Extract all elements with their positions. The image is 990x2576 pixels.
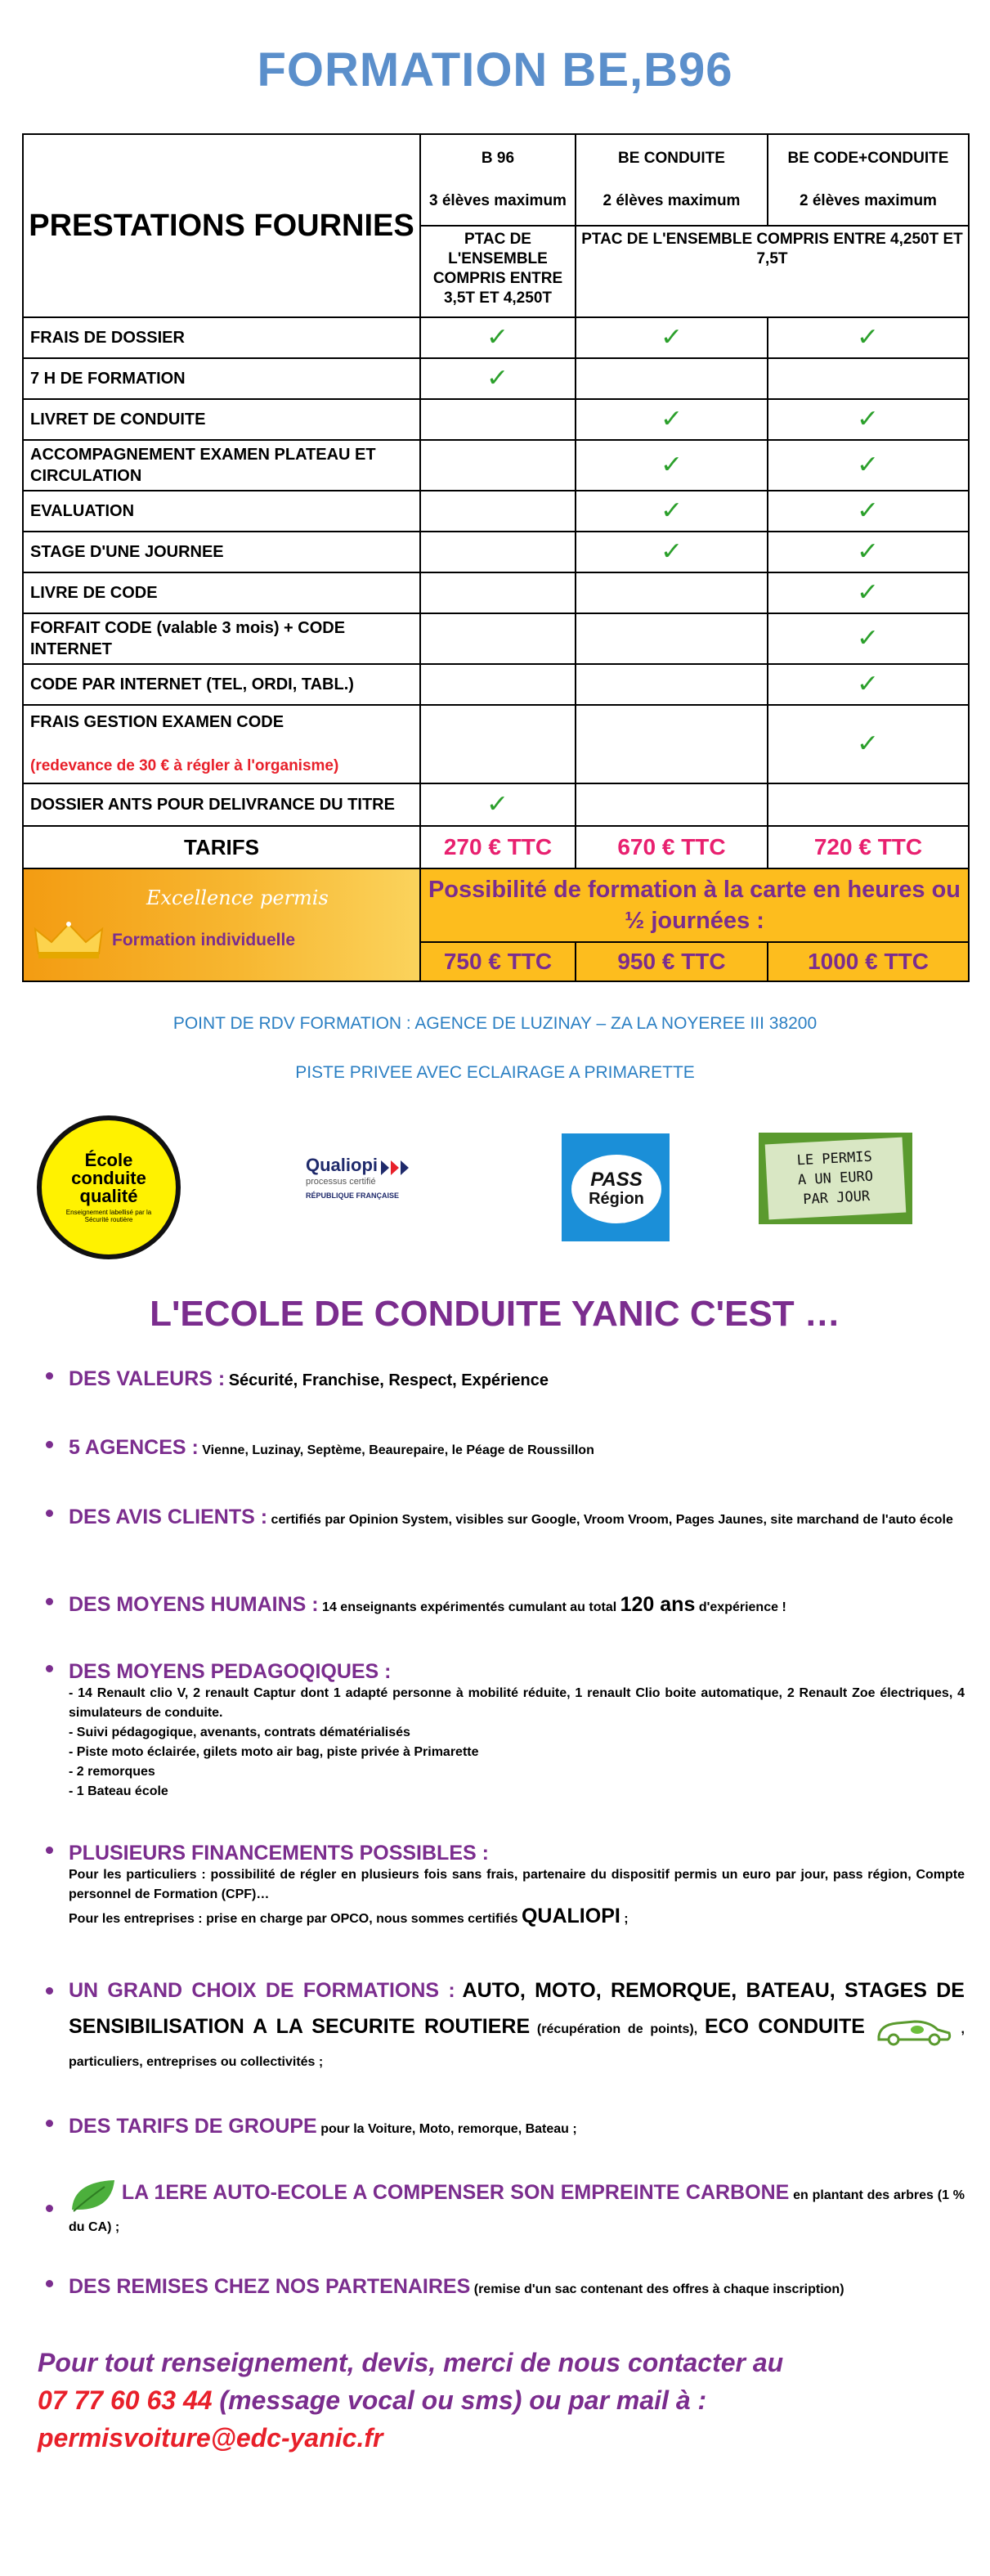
carte-price-cell: 950 € TTC: [576, 942, 768, 981]
check-cell: [420, 613, 576, 664]
check-icon: ✓: [857, 497, 880, 524]
item-big-text: ECO CONDUITE: [704, 2015, 865, 2038]
item-text: ;: [624, 1912, 629, 1926]
phone-number[interactable]: 07 77 60 63 44: [38, 2385, 213, 2415]
row-label-text: CODE PAR INTERNET (TEL, ORDI, TABL.): [30, 675, 354, 693]
check-cell: [420, 440, 576, 491]
row-label: [23, 705, 420, 783]
check-cell: [768, 317, 969, 358]
check-icon: ✓: [857, 730, 880, 757]
check-icon: ✓: [486, 324, 509, 351]
check-icon: ✓: [857, 671, 880, 698]
item-big-text: 120 ans: [620, 1593, 696, 1616]
item-head: DES TARIFS DE GROUPE: [69, 2115, 317, 2138]
logo-text: École: [84, 1150, 133, 1170]
check-cell: [768, 572, 969, 613]
row-label: [23, 783, 420, 826]
col-name: BE CONDUITE: [618, 150, 725, 167]
item-line: - Piste moto éclairée, gilets moto air bag, piste privée à Primarette: [69, 1745, 479, 1759]
list-item-financements: [69, 1842, 965, 1929]
check-icon: ✓: [857, 451, 880, 478]
section-title: L'ECOLE DE CONDUITE YANIC C'EST …: [150, 1294, 840, 1334]
col-capacity: 2 élèves maximum: [603, 192, 741, 209]
table-row: [23, 491, 969, 532]
tarifs-label: TARIFS: [23, 826, 420, 868]
crown-icon: [34, 921, 104, 960]
price-cell: 670 € TTC: [576, 826, 768, 868]
row-label-text: 7 H DE FORMATION: [30, 370, 186, 388]
item-head: PLUSIEURS FINANCEMENTS POSSIBLES :: [69, 1842, 489, 1865]
item-text: certifiés par Opinion System, visibles sur Google, Vroom Vroom, Pages Jaunes, site marchand de l'auto école: [271, 1513, 953, 1527]
bullet-icon: [46, 1372, 53, 1380]
item-text: d'expérience !: [698, 1600, 786, 1614]
row-label: [23, 317, 420, 358]
col-header-be-conduite: [576, 134, 768, 226]
item-line: - 2 remorques: [69, 1765, 155, 1779]
item-text: pour la Voiture, Moto, remorque, Bateau ;: [320, 2122, 577, 2136]
check-icon: ✓: [660, 497, 683, 524]
list-item-humains: [69, 1593, 965, 1618]
excellence-title: Excellence permis: [146, 886, 329, 909]
list-item-valeurs: [69, 1367, 965, 1391]
check-icon: ✓: [857, 406, 880, 433]
item-head: LA 1ERE AUTO-ECOLE A COMPENSER SON EMPREINTE CARBONE: [121, 2181, 790, 2205]
check-cell: [768, 440, 969, 491]
ptac-be: PTAC DE L'ENSEMBLE COMPRIS ENTRE 4,250T ET 7,5T: [576, 226, 969, 317]
excellence-banner: [23, 868, 420, 981]
check-cell: [768, 783, 969, 826]
logo-text: qualité: [79, 1186, 138, 1206]
check-icon: ✓: [486, 791, 509, 818]
check-cell: [768, 705, 969, 783]
price-cell: 720 € TTC: [768, 826, 969, 868]
permis-sign: [765, 1138, 907, 1220]
list-item-groupe: [69, 2115, 965, 2139]
qualiopi-rf: RÉPUBLIQUE FRANÇAISE: [306, 1191, 400, 1200]
pass-bubble: [571, 1155, 661, 1223]
list-item-avis: [69, 1505, 965, 1533]
check-cell: [768, 491, 969, 532]
bullet-icon: [46, 1598, 53, 1605]
check-cell: [768, 399, 969, 440]
col-name: B 96: [481, 150, 515, 167]
row-label: [23, 572, 420, 613]
item-text: Sécurité, Franchise, Respect, Expérience: [228, 1371, 549, 1389]
check-cell: [576, 705, 768, 783]
col-capacity: 3 élèves maximum: [429, 192, 567, 209]
table-row: [23, 399, 969, 440]
item-text: 14 enseignants expérimentés cumulant au total: [322, 1600, 617, 1614]
logo-small-text: Enseignement labellisé par la Sécurité routière: [65, 1209, 152, 1223]
col-header-b96: [420, 134, 576, 226]
carte-text: Possibilité de formation à la carte en heures ou ½ journées :: [420, 868, 969, 942]
col-name: BE CODE+CONDUITE: [787, 150, 949, 167]
table-row: [23, 705, 969, 783]
contact-line: (message vocal ou sms) ou par mail à :: [219, 2385, 707, 2415]
check-icon: ✓: [857, 579, 880, 606]
table-row: [23, 358, 969, 399]
check-cell: [420, 358, 576, 399]
table-row: [23, 317, 969, 358]
check-cell: [420, 491, 576, 532]
item-head: DES MOYENS HUMAINS :: [69, 1593, 319, 1616]
check-cell: [576, 317, 768, 358]
check-cell: [420, 532, 576, 572]
bullet-icon: [46, 1847, 53, 1854]
row-label-text: STAGE D'UNE JOURNEE: [30, 543, 224, 561]
region-text: Région: [589, 1189, 644, 1208]
row-label-text: FRAIS GESTION EXAMEN CODE: [30, 713, 284, 731]
check-cell: [420, 317, 576, 358]
qualiopi-logo: [306, 1155, 428, 1212]
piste-info: PISTE PRIVEE AVEC ECLAIRAGE A PRIMARETTE: [295, 1063, 695, 1082]
bullet-icon: [46, 1665, 53, 1672]
pass-text: PASS: [590, 1168, 643, 1191]
check-cell: [576, 572, 768, 613]
leaf-icon: [69, 2177, 118, 2215]
item-head: 5 AGENCES :: [69, 1436, 199, 1459]
check-cell: [576, 532, 768, 572]
item-big-text: QUALIOPI: [521, 1905, 620, 1928]
permis-line: A UN EURO: [797, 1168, 874, 1189]
logo-text: conduite: [71, 1168, 146, 1188]
item-head: DES REMISES CHEZ NOS PARTENAIRES: [69, 2275, 471, 2298]
table-row: [23, 664, 969, 705]
check-cell: [420, 572, 576, 613]
check-cell: [420, 664, 576, 705]
item-text: , particuliers, entreprises ou collectivités ;: [69, 2022, 965, 2069]
tarifs-row: [23, 826, 969, 868]
row-label-text: FORFAIT CODE (valable 3 mois) + CODE INTERNET: [30, 619, 346, 658]
bullet-icon: [46, 1987, 53, 1995]
check-icon: ✓: [660, 406, 683, 433]
check-icon: ✓: [660, 538, 683, 565]
check-cell: [768, 532, 969, 572]
check-cell: [420, 705, 576, 783]
excellence-sub: Formation individuelle: [112, 931, 296, 949]
item-text: (récupération de points),: [536, 2022, 698, 2036]
qualiopi-sub: processus certifié: [306, 1176, 376, 1187]
check-cell: [420, 783, 576, 826]
item-line: - Suivi pédagogique, avenants, contrats dématérialisés: [69, 1726, 410, 1739]
permis-un-euro-logo: [759, 1133, 912, 1224]
item-head: DES VALEURS :: [69, 1367, 226, 1390]
qualiopi-name: Qualiopi: [306, 1155, 378, 1175]
row-label: [23, 399, 420, 440]
rdv-info: POINT DE RDV FORMATION : AGENCE DE LUZINAY – ZA LA NOYEREE III 38200: [172, 1014, 818, 1033]
row-label-text: DOSSIER ANTS POUR DELIVRANCE DU TITRE: [30, 796, 395, 814]
email-link[interactable]: permisvoiture@edc-yanic.fr: [38, 2423, 383, 2453]
contact-block: [38, 2344, 978, 2457]
bullet-icon: [46, 2280, 53, 2287]
formation-table: [22, 133, 970, 982]
item-text: (remise d'un sac contenant des offres à chaque inscription): [473, 2282, 844, 2296]
row-label-text: EVALUATION: [30, 502, 135, 520]
check-cell: [420, 399, 576, 440]
item-text: Vienne, Luzinay, Septème, Beaurepaire, le Péage de Roussillon: [202, 1443, 594, 1457]
bullet-icon: [46, 2120, 53, 2127]
row-label: [23, 491, 420, 532]
check-cell: [768, 613, 969, 664]
carte-price-cell: 1000 € TTC: [768, 942, 969, 981]
list-item-choix: [69, 1974, 965, 2079]
bullet-icon: [46, 2205, 53, 2212]
list-item-carbone: [69, 2177, 965, 2241]
item-line: - 1 Bateau école: [69, 1784, 168, 1798]
check-cell: [576, 440, 768, 491]
row-label: [23, 664, 420, 705]
item-head: DES MOYENS PEDAGOQIQUES :: [69, 1660, 392, 1683]
check-cell: [576, 491, 768, 532]
carte-price-cell: 750 € TTC: [420, 942, 576, 981]
table-row: [23, 783, 969, 826]
check-cell: [576, 783, 768, 826]
check-cell: [576, 399, 768, 440]
col-capacity: 2 élèves maximum: [800, 192, 937, 209]
check-icon: ✓: [660, 451, 683, 478]
table-row: [23, 613, 969, 664]
ecole-conduite-qualite-logo: [37, 1115, 181, 1259]
price-cell: 270 € TTC: [420, 826, 576, 868]
table-row: [23, 572, 969, 613]
check-icon: ✓: [660, 324, 683, 351]
bullet-icon: [46, 1441, 53, 1448]
ptac-b96: PTAC DE L'ENSEMBLE COMPRIS ENTRE 3,5T ET 4,250T: [420, 226, 576, 317]
prestations-header: PRESTATIONS FOURNIES: [23, 134, 420, 317]
qualiopi-arrows-icon: [381, 1159, 414, 1177]
permis-line: PAR JOUR: [802, 1187, 871, 1209]
page-title: FORMATION BE,B96: [257, 43, 733, 96]
eco-car-icon: [872, 2013, 954, 2046]
item-line: Pour les particuliers : possibilité de régler en plusieurs fois sans frais, partenaire du dispositif permis un euro par jour, pass région, Compte personnel de Formation (CPF)…: [69, 1868, 965, 1901]
list-item-pedago: [69, 1660, 965, 1802]
check-cell: [576, 664, 768, 705]
item-head: DES AVIS CLIENTS :: [69, 1506, 268, 1528]
row-label: [23, 440, 420, 491]
list-item-agences: [69, 1436, 965, 1461]
item-text: en plantant des arbres (1 % du CA) ;: [69, 2188, 965, 2234]
row-label: [23, 358, 420, 399]
row-label-text: ACCOMPAGNEMENT EXAMEN PLATEAU ET CIRCULATION: [30, 446, 376, 485]
check-icon: ✓: [857, 538, 880, 565]
item-line: - 14 Renault clio V, 2 renault Captur dont 1 adapté personne à mobilité réduite, 1 renault Clio boite automatique, 2 Renault Zoe électriques, 4 simulateurs de conduite.: [69, 1686, 965, 1720]
row-note: (redevance de 30 € à régler à l'organisme): [30, 757, 339, 774]
col-header-be-code-conduite: [768, 134, 969, 226]
list-item-remises: [69, 2275, 965, 2301]
check-cell: [576, 613, 768, 664]
check-icon: ✓: [857, 324, 880, 351]
check-cell: [768, 358, 969, 399]
item-big-text: AUTO, MOTO, REMORQUE, BATEAU, STAGES DE SENSIBILISATION A LA SECURITE ROUTIERE: [69, 1979, 965, 2038]
carte-row: [23, 868, 969, 942]
item-line: Pour les entreprises : prise en charge par OPCO, nous sommes certifiés: [69, 1912, 518, 1926]
check-cell: [768, 664, 969, 705]
pass-region-logo: [562, 1133, 670, 1241]
row-label-text: LIVRE DE CODE: [30, 584, 158, 602]
row-label-text: FRAIS DE DOSSIER: [30, 329, 185, 347]
item-head: UN GRAND CHOIX DE FORMATIONS :: [69, 1979, 455, 2002]
row-label: [23, 613, 420, 664]
table-row: [23, 532, 969, 572]
check-icon: ✓: [486, 365, 509, 392]
bullet-icon: [46, 1510, 53, 1517]
permis-line: LE PERMIS: [796, 1148, 873, 1169]
row-label-text: LIVRET DE CONDUITE: [30, 411, 206, 429]
check-icon: ✓: [857, 625, 880, 652]
table-row: [23, 440, 969, 491]
contact-line: Pour tout renseignement, devis, merci de nous contacter au: [38, 2348, 784, 2377]
check-cell: [576, 358, 768, 399]
row-label: [23, 532, 420, 572]
